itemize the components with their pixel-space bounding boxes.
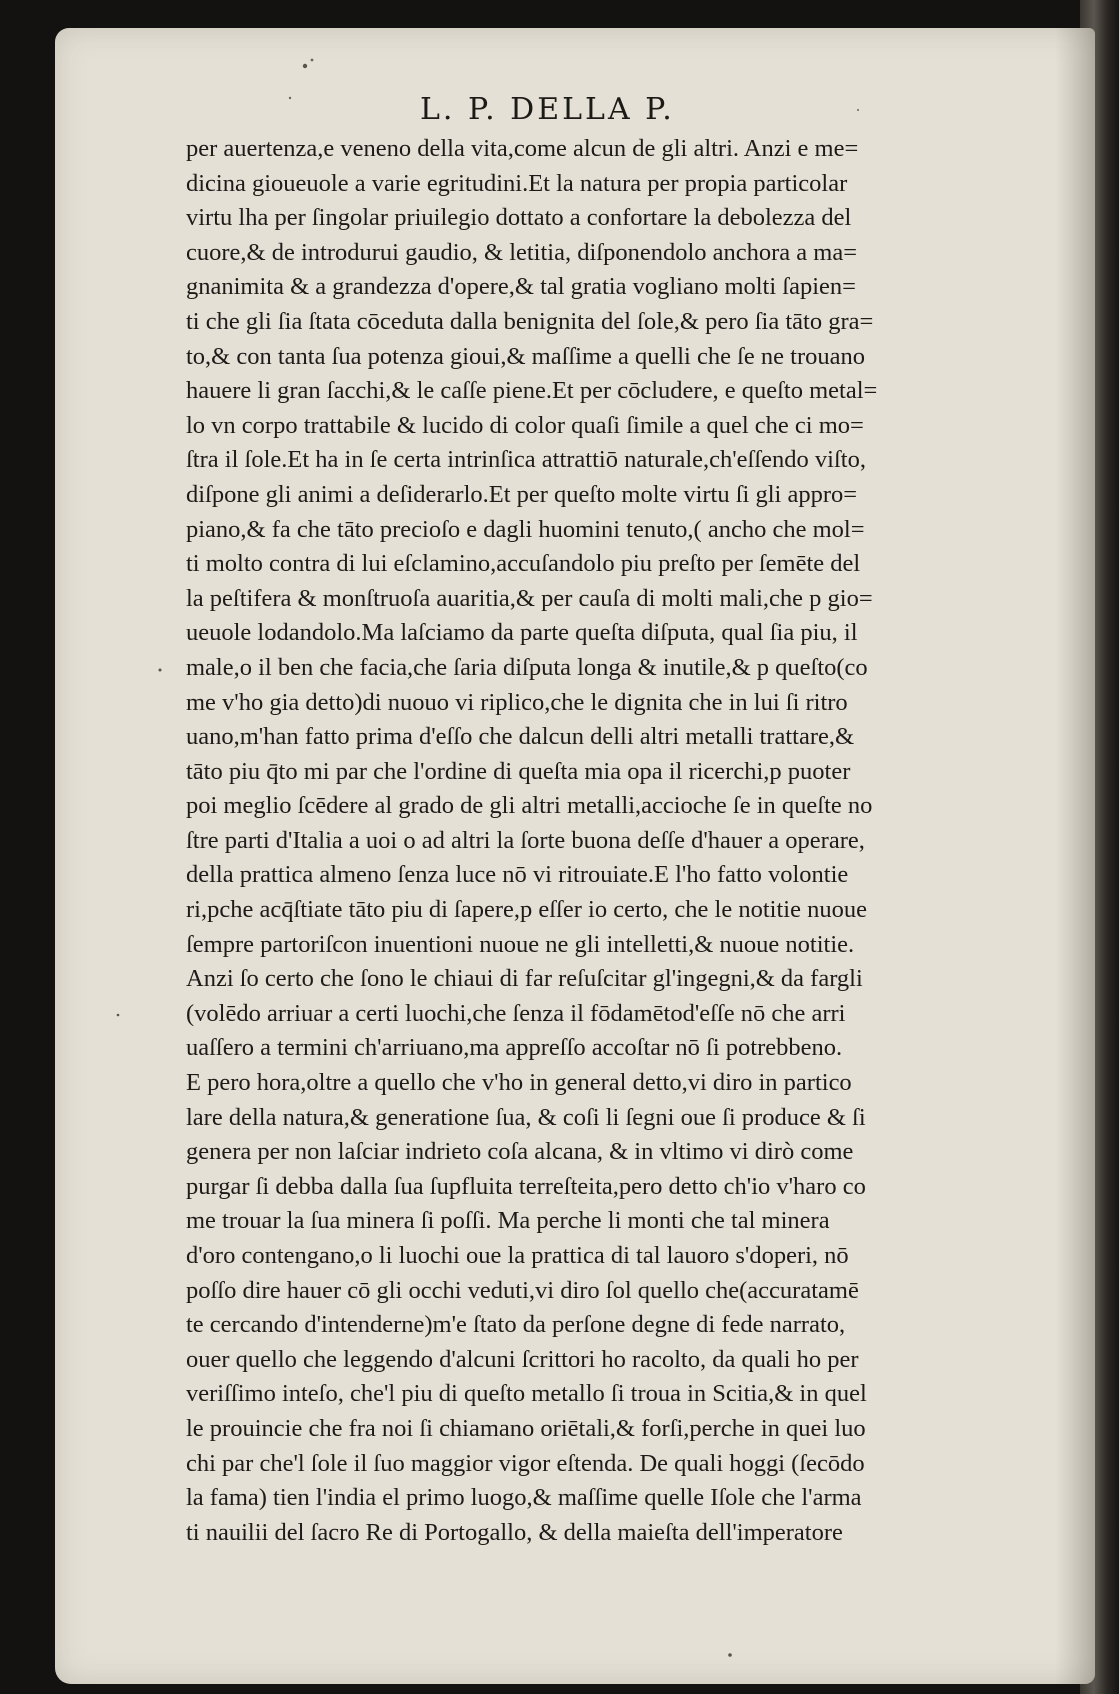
text-line: diſpone gli animi a deſiderarlo.Et per queſto molte virtu ſi gli appro= <box>186 480 858 508</box>
text-line: me v'ho gia detto)di nuouo vi riplico,che le dignita che in lui ſi ritro <box>186 688 848 716</box>
text-line: per auertenza,e veneno della vita,come alcun de gli altri. Anzi e me= <box>186 135 859 162</box>
text-line: poi meglio ſcēdere al grado de gli altri metalli,accioche ſe in queſte no <box>186 792 873 820</box>
text-line: ti che gli ſia ſtata cōceduta dalla benignita del ſole,& pero ſia tāto gra= <box>186 307 874 335</box>
body-text <box>186 132 1066 1550</box>
text-line: la peſtifera & monſtruoſa auaritia,& per cauſa di molti mali,che p gio= <box>186 584 873 612</box>
text-line: te cercando d'intenderne)m'e ſtato da perſone degne di fede narrato, <box>186 1311 846 1339</box>
text-line: ti nauilii del ſacro Re di Portogallo, & della maieſta dell'imperatore <box>186 1518 843 1546</box>
text-line: cuore,& de introdurui gaudio, & letitia, diſponendolo anchora a ma= <box>186 238 858 266</box>
text-line: E pero hora,oltre a quello che v'ho in general detto,vi diro in partico <box>186 1069 852 1097</box>
text-line: ueuole lodandolo.Ma laſciamo da parte queſta diſputa, qual ſia piu, il <box>186 619 858 647</box>
text-line: me trouar la ſua minera ſi poſſi. Ma perche li monti che tal minera <box>186 1207 830 1235</box>
text-line: lare della natura,& generatione ſua, & coſi li ſegni oue ſi produce & ſi <box>186 1103 866 1131</box>
text-line: ſtre parti d'Italia a uoi o ad altri la ſorte buona deſſe d'hauer a operare, <box>186 826 865 854</box>
running-head: L. P. DELLA P. <box>420 92 675 127</box>
text-line: chi par che'l ſole il ſuo maggior vigor eſtenda. De quali hoggi (ſecōdo <box>186 1449 865 1477</box>
text-line: ſtra il ſole.Et ha in ſe certa intrinſica attrattiō naturale,ch'eſſendo viſto, <box>186 446 866 474</box>
text-line: tāto piu q̄to mi par che l'ordine di queſta mia opa il ricerchi,p puoter <box>186 757 851 785</box>
text-line: ouer quello che leggendo d'alcuni ſcrittori ho racolto, da quali ho per <box>186 1345 859 1373</box>
text-line: Anzi ſo certo che ſono le chiaui di far reſuſcitar gl'ingegni,& da fargli <box>186 965 863 993</box>
text-line: ri,pche acq̄ſtiate tāto piu di ſapere,p eſſer io certo, che le notitie nuoue <box>186 896 867 924</box>
text-line: genera per non laſciar indrieto coſa alcana, & in vltimo vi dirò come <box>186 1138 854 1166</box>
text-line: (volēdo arriuar a certi luochi,che ſenza il fōdamētod'eſſe nō che arri <box>186 999 846 1027</box>
text-line: purgar ſi debba dalla ſua ſupfluita terreſteita,pero detto ch'io v'haro co <box>186 1172 866 1200</box>
text-line: virtu lha per ſingolar priuilegio dottato a confortare la debolezza del <box>186 204 852 232</box>
text-line: poſſo dire hauer cō gli occhi veduti,vi diro ſol quello che(accuratamē <box>186 1276 859 1304</box>
text-line: piano,& fa che tāto precioſo e dagli huomini tenuto,( ancho che mol= <box>186 515 865 543</box>
text-line: uaſſero a termini ch'arriuano,ma appreſſo accoſtar nō ſi potrebbeno. <box>186 1034 843 1062</box>
text-line: le prouincie che fra noi ſi chiamano oriētali,& forſi,perche in quei luo <box>186 1414 866 1442</box>
text-line: dicina gioueuole a varie egritudini.Et la natura per propia particolar <box>186 169 848 197</box>
text-line: to,& con tanta ſua potenza gioui,& maſſime a quelli che ſe ne trouano <box>186 342 865 370</box>
text-line: ſempre partoriſcon inuentioni nuoue ne gli intelletti,& nuoue notitie. <box>186 930 855 958</box>
text-line: della prattica almeno ſenza luce nō vi ritrouiate.E l'ho fatto volontie <box>186 861 849 889</box>
text-line: veriſſimo inteſo, che'l piu di queſto metallo ſi troua in Scitia,& in quel <box>186 1380 867 1408</box>
text-line: la fama) tien l'india el primo luogo,& maſſime quelle Iſole che l'arma <box>186 1484 862 1512</box>
text-line: ti molto contra di lui eſclamino,accuſandolo piu preſto per ſemēte del <box>186 550 861 578</box>
text-line: gnanimita & a grandezza d'opere,& tal gratia vogliano molti ſapien= <box>186 273 856 301</box>
text-line: male,o il ben che facia,che ſaria diſputa longa & inutile,& p queſto(co <box>186 653 868 681</box>
text-line: uano,m'han fatto prima d'eſſo che dalcun delli altri metalli trattare,& <box>186 723 855 751</box>
text-line: hauere li gran ſacchi,& le caſſe piene.Et per cōcludere, e queſto metal= <box>186 377 878 405</box>
text-line: lo vn corpo trattabile & lucido di color quaſi ſimile a quel che ci mo= <box>186 411 864 439</box>
text-line: d'oro contengano,o li luochi oue la prattica di tal lauoro s'doperi, nō <box>186 1242 849 1269</box>
